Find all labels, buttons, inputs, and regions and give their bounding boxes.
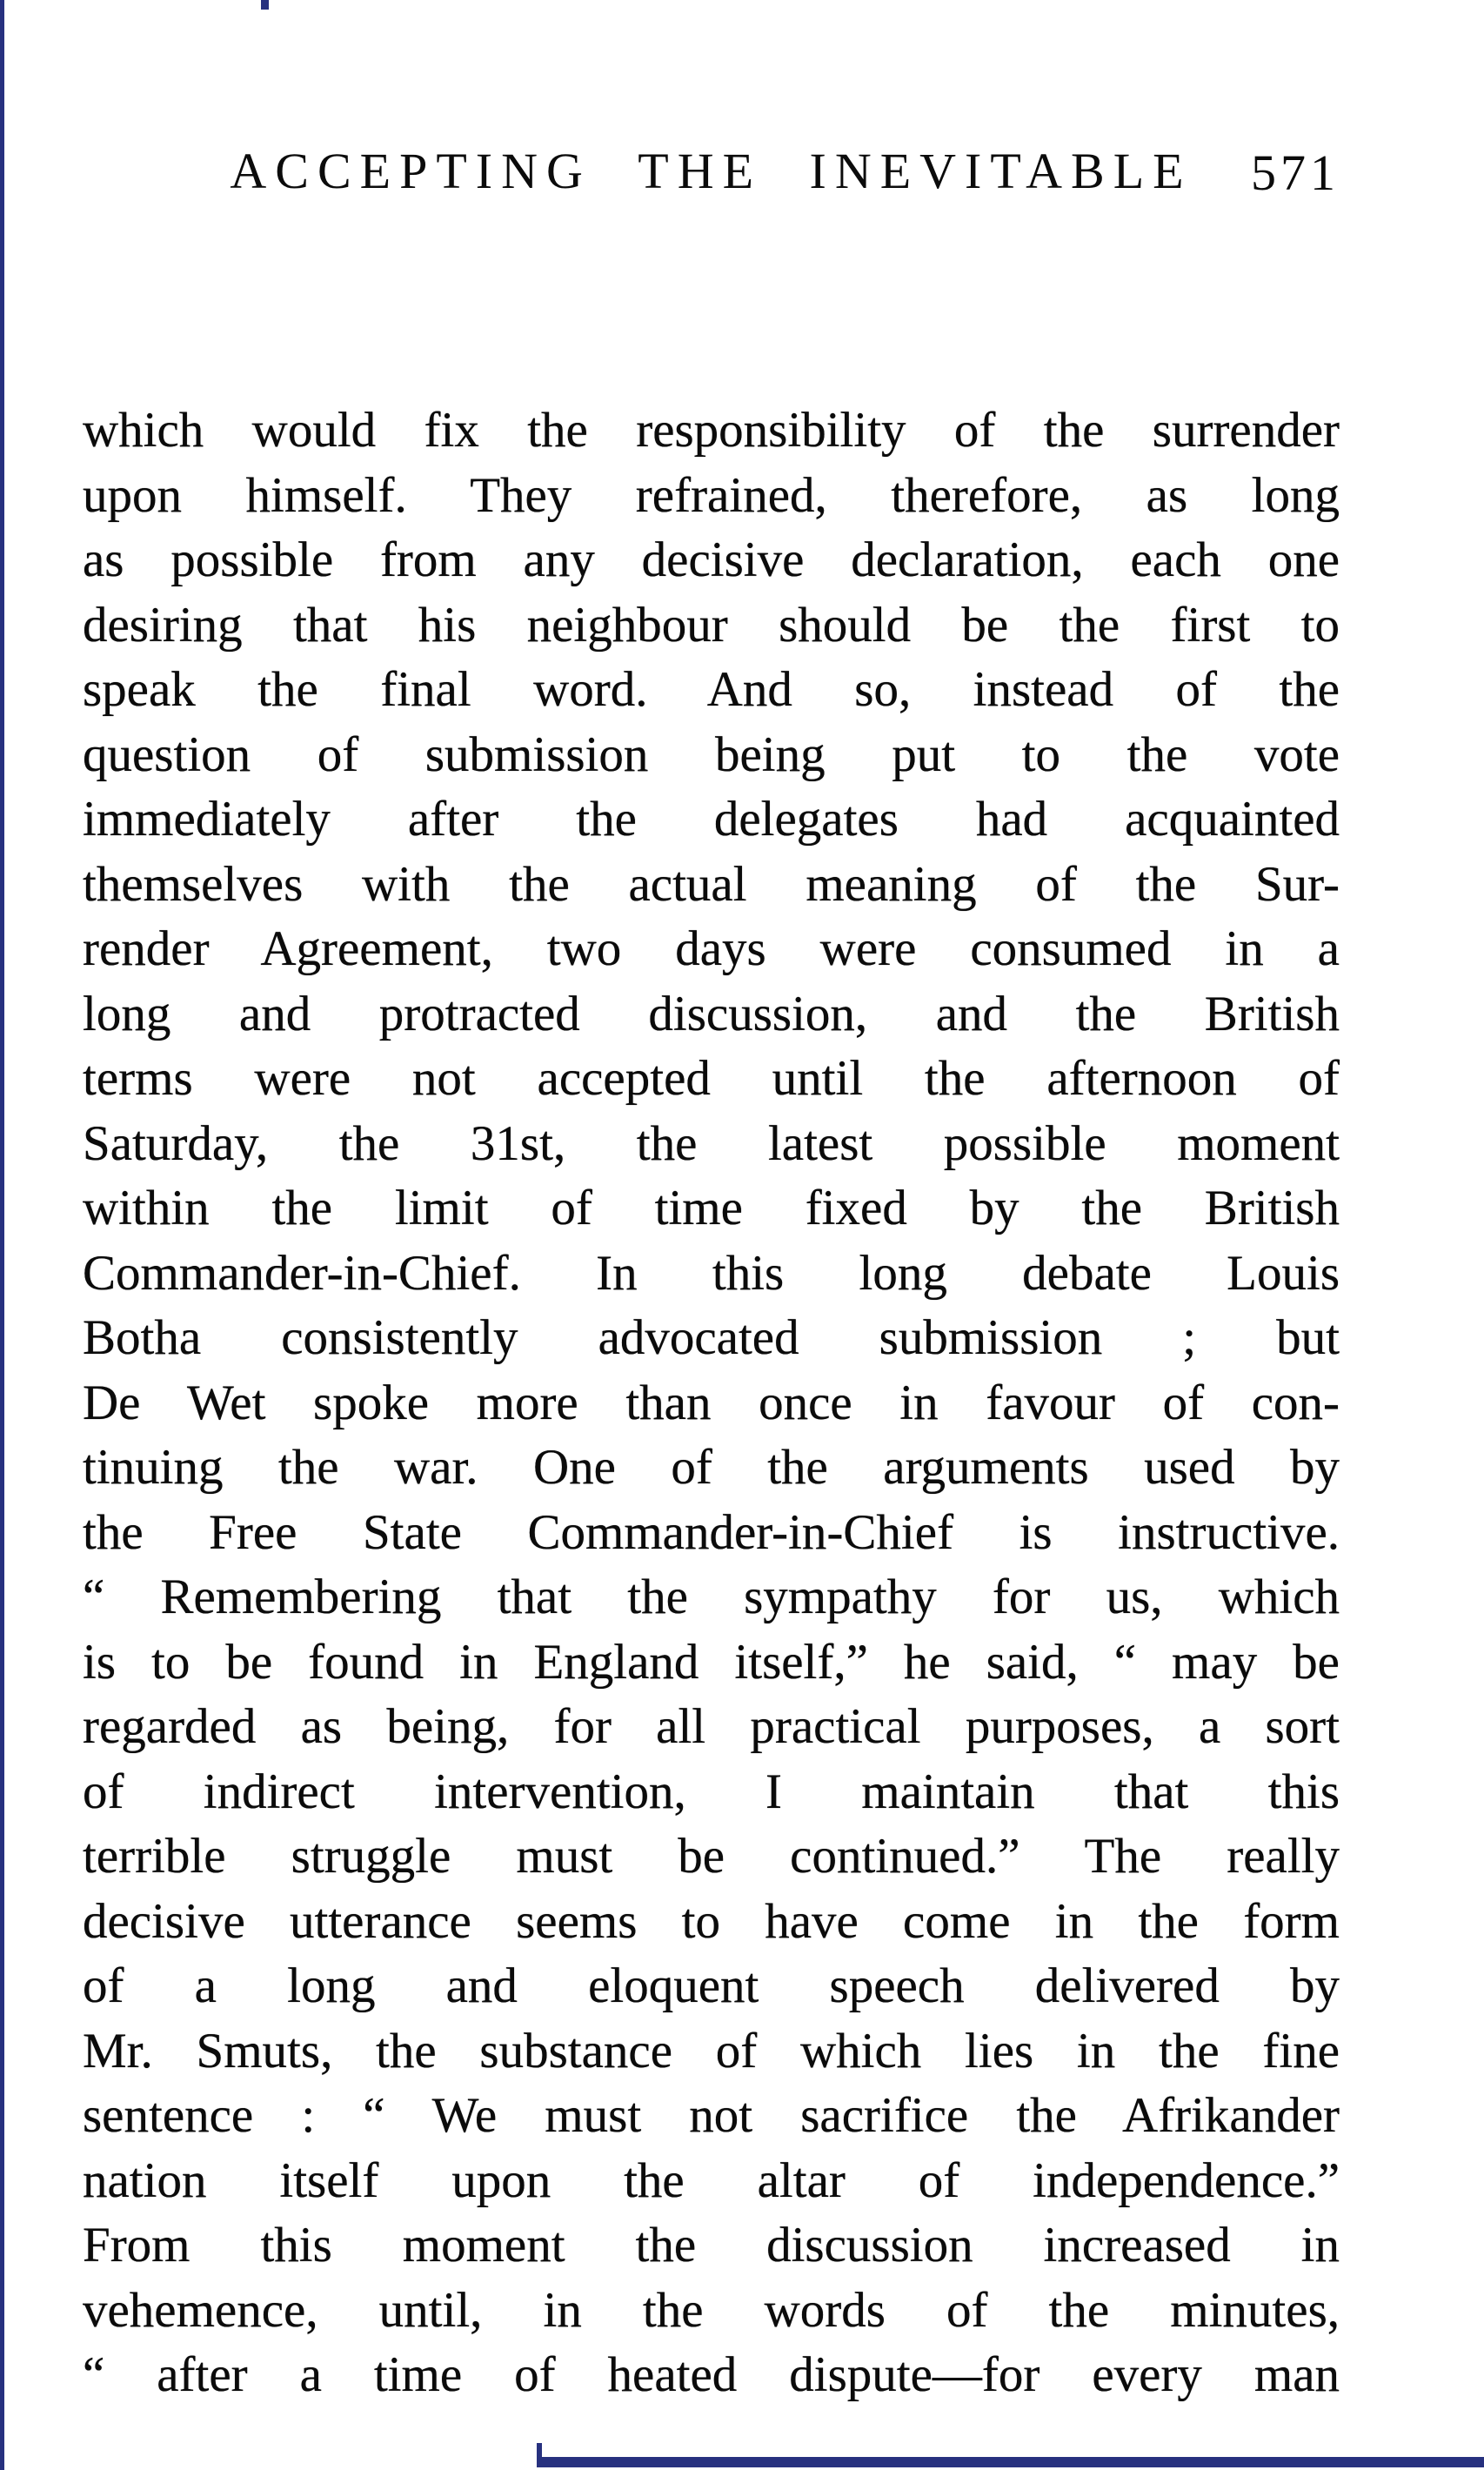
- text-line: “ Remembering that the sympathy for us, which: [83, 1570, 1340, 1624]
- text-line: Botha consistently advocated submission ; but: [83, 1310, 1340, 1365]
- text-line: render Agreement, two days were consumed in a: [83, 921, 1340, 976]
- text-line: desiring that his neighbour should be the first to: [83, 597, 1340, 653]
- body-text: [83, 398, 1340, 2408]
- text-line: is to be found in England itself,” he said, “ may be: [83, 1634, 1340, 1690]
- text-line: De Wet spoke more than once in favour of con-: [83, 1375, 1340, 1430]
- text-line: long and protracted discussion, and the British: [83, 986, 1340, 1041]
- text-line: decisive utterance seems to have come in the form: [83, 1893, 1340, 1949]
- text-line: terrible struggle must be continued.” The really: [83, 1829, 1340, 1884]
- text-line: of a long and eloquent speech delivered by: [83, 1958, 1340, 2013]
- text-line: speak the final word. And so, instead of the: [83, 662, 1340, 717]
- page-number: 571: [1251, 144, 1340, 201]
- text-line: Saturday, the 31st, the latest possible moment: [83, 1115, 1340, 1171]
- text-line: nation itself upon the altar of independence.”: [83, 2152, 1340, 2208]
- text-line: question of submission being put to the vote: [83, 726, 1340, 782]
- text-line: within the limit of time fixed by the British: [83, 1181, 1340, 1235]
- scan-edge-left: [0, 0, 4, 2470]
- text-line: regarded as being, for all practical purposes, a sort: [83, 1699, 1340, 1754]
- text-line: terms were not accepted until the afternoon of: [83, 1051, 1340, 1106]
- text-line: Commander-in-Chief. In this long debate Louis: [83, 1245, 1340, 1301]
- text-line: the Free State Commander-in-Chief is instructive.: [83, 1504, 1340, 1560]
- scan-speck-top: [261, 0, 269, 10]
- text-line: themselves with the actual meaning of the Sur-: [83, 856, 1340, 912]
- text-line: which would fix the responsibility of the surrender: [83, 403, 1340, 458]
- text-line: as possible from any decisive declaration, each one: [83, 532, 1340, 587]
- scan-edge-bottom: [537, 2457, 1484, 2467]
- running-head: [83, 142, 1340, 200]
- text-line: Mr. Smuts, the substance of which lies in the fine: [83, 2023, 1340, 2078]
- text-line: tinuing the war. One of the arguments used by: [83, 1440, 1340, 1495]
- text-line: immediately after the delegates had acquainted: [83, 792, 1340, 847]
- text-line: upon himself. They refrained, therefore, as long: [83, 467, 1340, 523]
- text-line: vehemence, until, in the words of the minutes,: [83, 2282, 1340, 2338]
- text-line: sentence : “ We must not sacrifice the Afrikander: [83, 2088, 1340, 2143]
- chapter-title: ACCEPTING THE INEVITABLE: [230, 143, 1193, 199]
- text-line: From this moment the discussion increased in: [83, 2218, 1340, 2273]
- text-line: of indirect intervention, I maintain that this: [83, 1764, 1340, 1819]
- text-line: “ after a time of heated dispute—for every man: [83, 2347, 1340, 2402]
